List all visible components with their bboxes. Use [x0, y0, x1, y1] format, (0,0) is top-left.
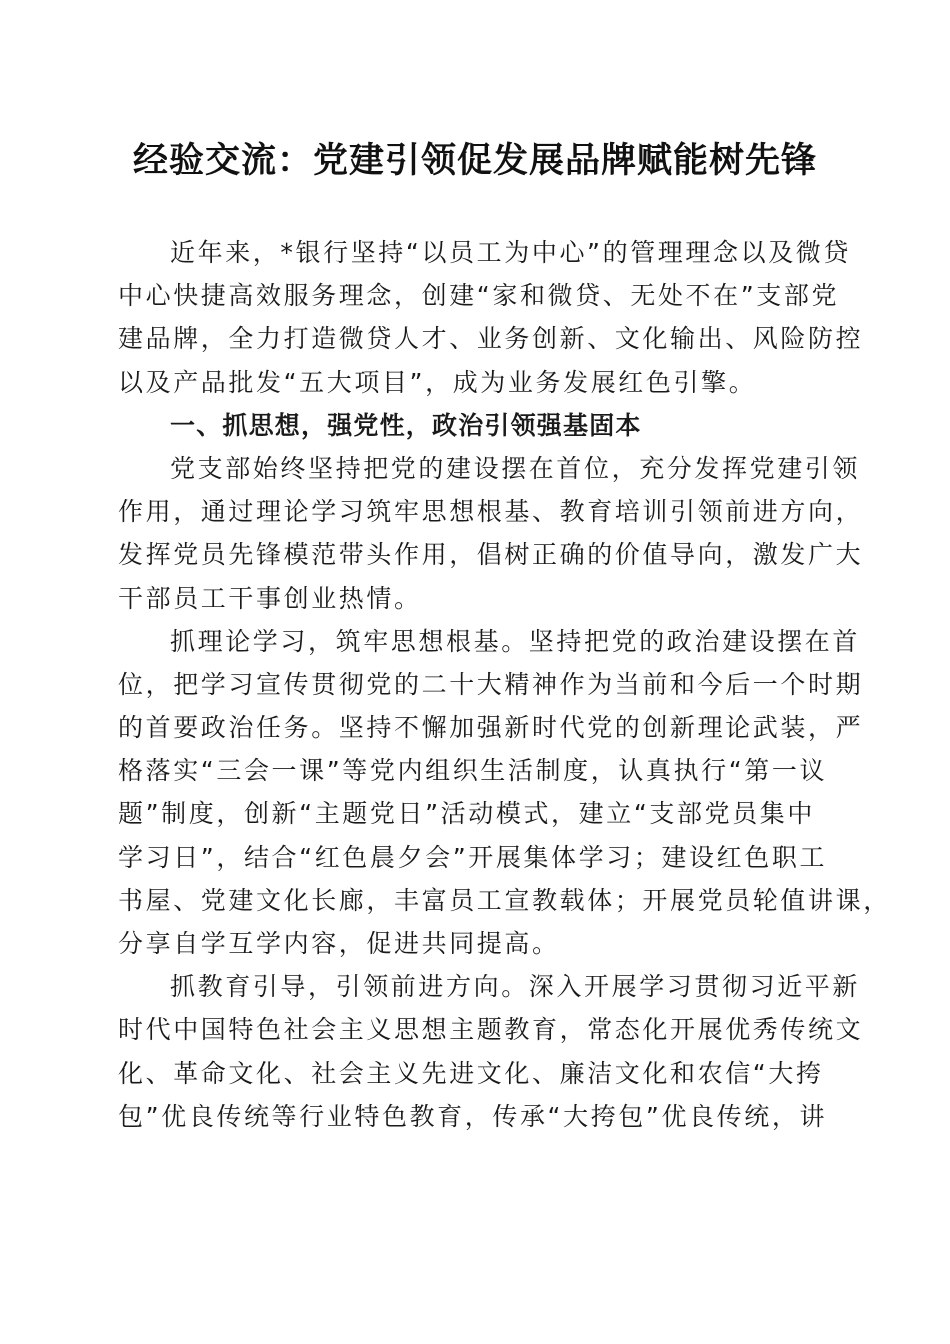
- text-line: 时代中国特色社会主义思想主题教育，常态化开展优秀传统文: [118, 1015, 864, 1045]
- paragraph-intro: [118, 231, 864, 404]
- text-line: 的首要政治任务。坚持不懈加强新时代党的创新理论武装，严: [118, 713, 864, 743]
- text-line: 中心快捷高效服务理念，创建“家和微贷、无处不在”支部党: [118, 281, 840, 311]
- text-line: 近年来，*银行坚持“以员工为中心”的管理理念以及微贷: [170, 238, 852, 267]
- text-line: 学习日”，结合“红色晨夕会”开展集体学习；建设红色职工: [118, 842, 828, 872]
- text-line: 干部员工干事创业热情。: [118, 583, 422, 613]
- text-line: 书屋、党建文化长廊，丰富员工宣教载体；开展党员轮值讲课，: [118, 885, 891, 915]
- text-line: 分享自学互学内容，促进共同提高。: [118, 929, 560, 958]
- text-line: 发挥党员先锋模范带头作用，倡树正确的价值导向，激发广大: [118, 540, 864, 570]
- text-line: 包”优良传统等行业特色教育，传承“大挎包”优良传统，讲: [118, 1101, 828, 1131]
- paragraph-education-guidance: [118, 965, 864, 1138]
- text-line: 化、革命文化、社会主义先进文化、廉洁文化和农信“大挎: [118, 1058, 824, 1088]
- text-line: 题”制度，创新“主题党日”活动模式，建立“支部党员集中: [118, 799, 816, 829]
- text-line: 作用，通过理论学习筑牢思想根基、教育培训引领前进方向，: [118, 497, 864, 527]
- text-line: 抓理论学习，筑牢思想根基。坚持把党的政治建设摆在首: [170, 626, 861, 656]
- section-heading: [118, 404, 834, 447]
- text-line: 以及产品批发“五大项目”，成为业务发展红色引擎。: [118, 367, 757, 397]
- document-title: 经验交流：党建引领促发展品牌赋能树先锋: [132, 140, 817, 181]
- document-body: [118, 231, 891, 1138]
- text-line: 位，把学习宣传贯彻党的二十大精神作为当前和今后一个时期: [118, 669, 864, 699]
- paragraph-theory-study: [118, 620, 891, 966]
- text-line: 党支部始终坚持把党的建设摆在首位，充分发挥党建引领: [170, 453, 861, 483]
- paragraph-section-intro: [118, 447, 864, 620]
- text-line: 格落实“三会一课”等党内组织生活制度，认真执行“第一议: [118, 756, 828, 786]
- section-heading-text: 一、抓思想，强党性，政治引领强基固本: [170, 410, 642, 440]
- text-line: 抓教育引导，引领前进方向。深入开展学习贯彻习近平新: [170, 972, 861, 1002]
- text-line: 建品牌，全力打造微贷人才、业务创新、文化输出、风险防控: [118, 324, 864, 354]
